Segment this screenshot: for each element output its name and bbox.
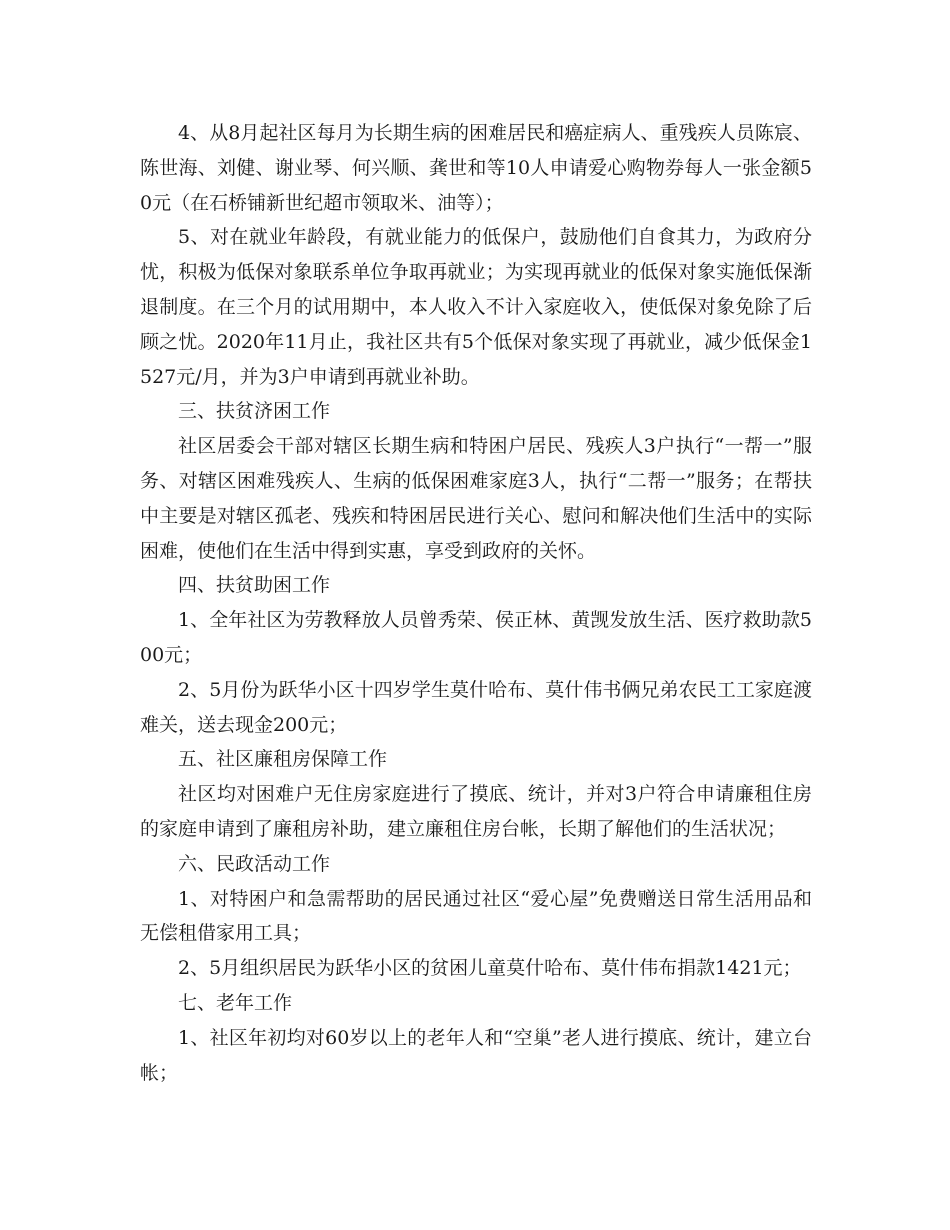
paragraph-love-house: 1、对特困户和急需帮助的居民通过社区“爱心屋”免费赠送日常生活用品和无偿租借家用工具； (140, 887, 812, 945)
paragraph-donation: 2、5月组织居民为跃华小区的贫困儿童莫什哈布、莫什伟布捐款1421元； (178, 957, 802, 980)
paragraph-elderly-survey: 1、社区年初均对60岁以上的老年人和“空巢”老人进行摸底、统计，建立台帐； (140, 1026, 812, 1084)
section-heading-poverty-relief: 三、扶贫济困工作 (178, 400, 331, 423)
paragraph-student-brothers-aid: 2、5月份为跃华小区十四岁学生莫什哈布、莫什伟书俩兄弟农民工工家庭渡难关，送去现金200元； (140, 678, 812, 736)
paragraph-item-4-shopping-vouchers: 4、从8月起社区每月为长期生病的困难居民和癌症病人、重残疾人员陈宸、陈世海、刘健、谢业琴、何兴顺、龚世和等10人申请爱心购物券每人一张金额50元（在石桥铺新世纪超市领取米、油等）； (140, 122, 812, 214)
section-heading-elderly-work: 七、老年工作 (178, 991, 293, 1014)
section-heading-civil-affairs: 六、民政活动工作 (178, 852, 331, 875)
paragraph-low-rent-housing: 社区均对困难户无住房家庭进行了摸底、统计，并对3户符合申请廉租住房的家庭申请到了廉租房补助，建立廉租住房台帐，长期了解他们的生活状况； (140, 783, 812, 840)
paragraph-released-persons-aid: 1、全年社区为劳教释放人员曾秀荣、侯正林、黄觊发放生活、医疗救助款500元； (140, 609, 812, 666)
section-heading-poverty-assistance: 四、扶贫助困工作 (178, 574, 331, 597)
document-page (140, 116, 812, 1090)
paragraph-one-helps-one: 社区居委会干部对辖区长期生病和特困户居民、残疾人3户执行“一帮一”服务、对辖区困难残疾人、生病的低保困难家庭3人，执行“二帮一”服务；在帮扶中主要是对辖区孤老、残疾和特困居民进行关心、慰问和解决他们生活中的实际困难，使他们在生活中得到实惠，享受到政府的关怀。 (140, 435, 812, 562)
section-heading-low-rent-housing: 五、社区廉租房保障工作 (178, 748, 388, 771)
paragraph-item-5-reemployment: 5、对在就业年龄段，有就业能力的低保户，鼓励他们自食其力，为政府分忧，积极为低保对象联系单位争取再就业；为实现再就业的低保对象实施低保渐退制度。在三个月的试用期中，本人收入不计入家庭收入，使低保对象免除了后顾之忧。2020年11月止，我社区共有5个低保对象实现了再就业，减少低保金1527元/月，并为3户申请到再就业补助。 (140, 226, 812, 388)
